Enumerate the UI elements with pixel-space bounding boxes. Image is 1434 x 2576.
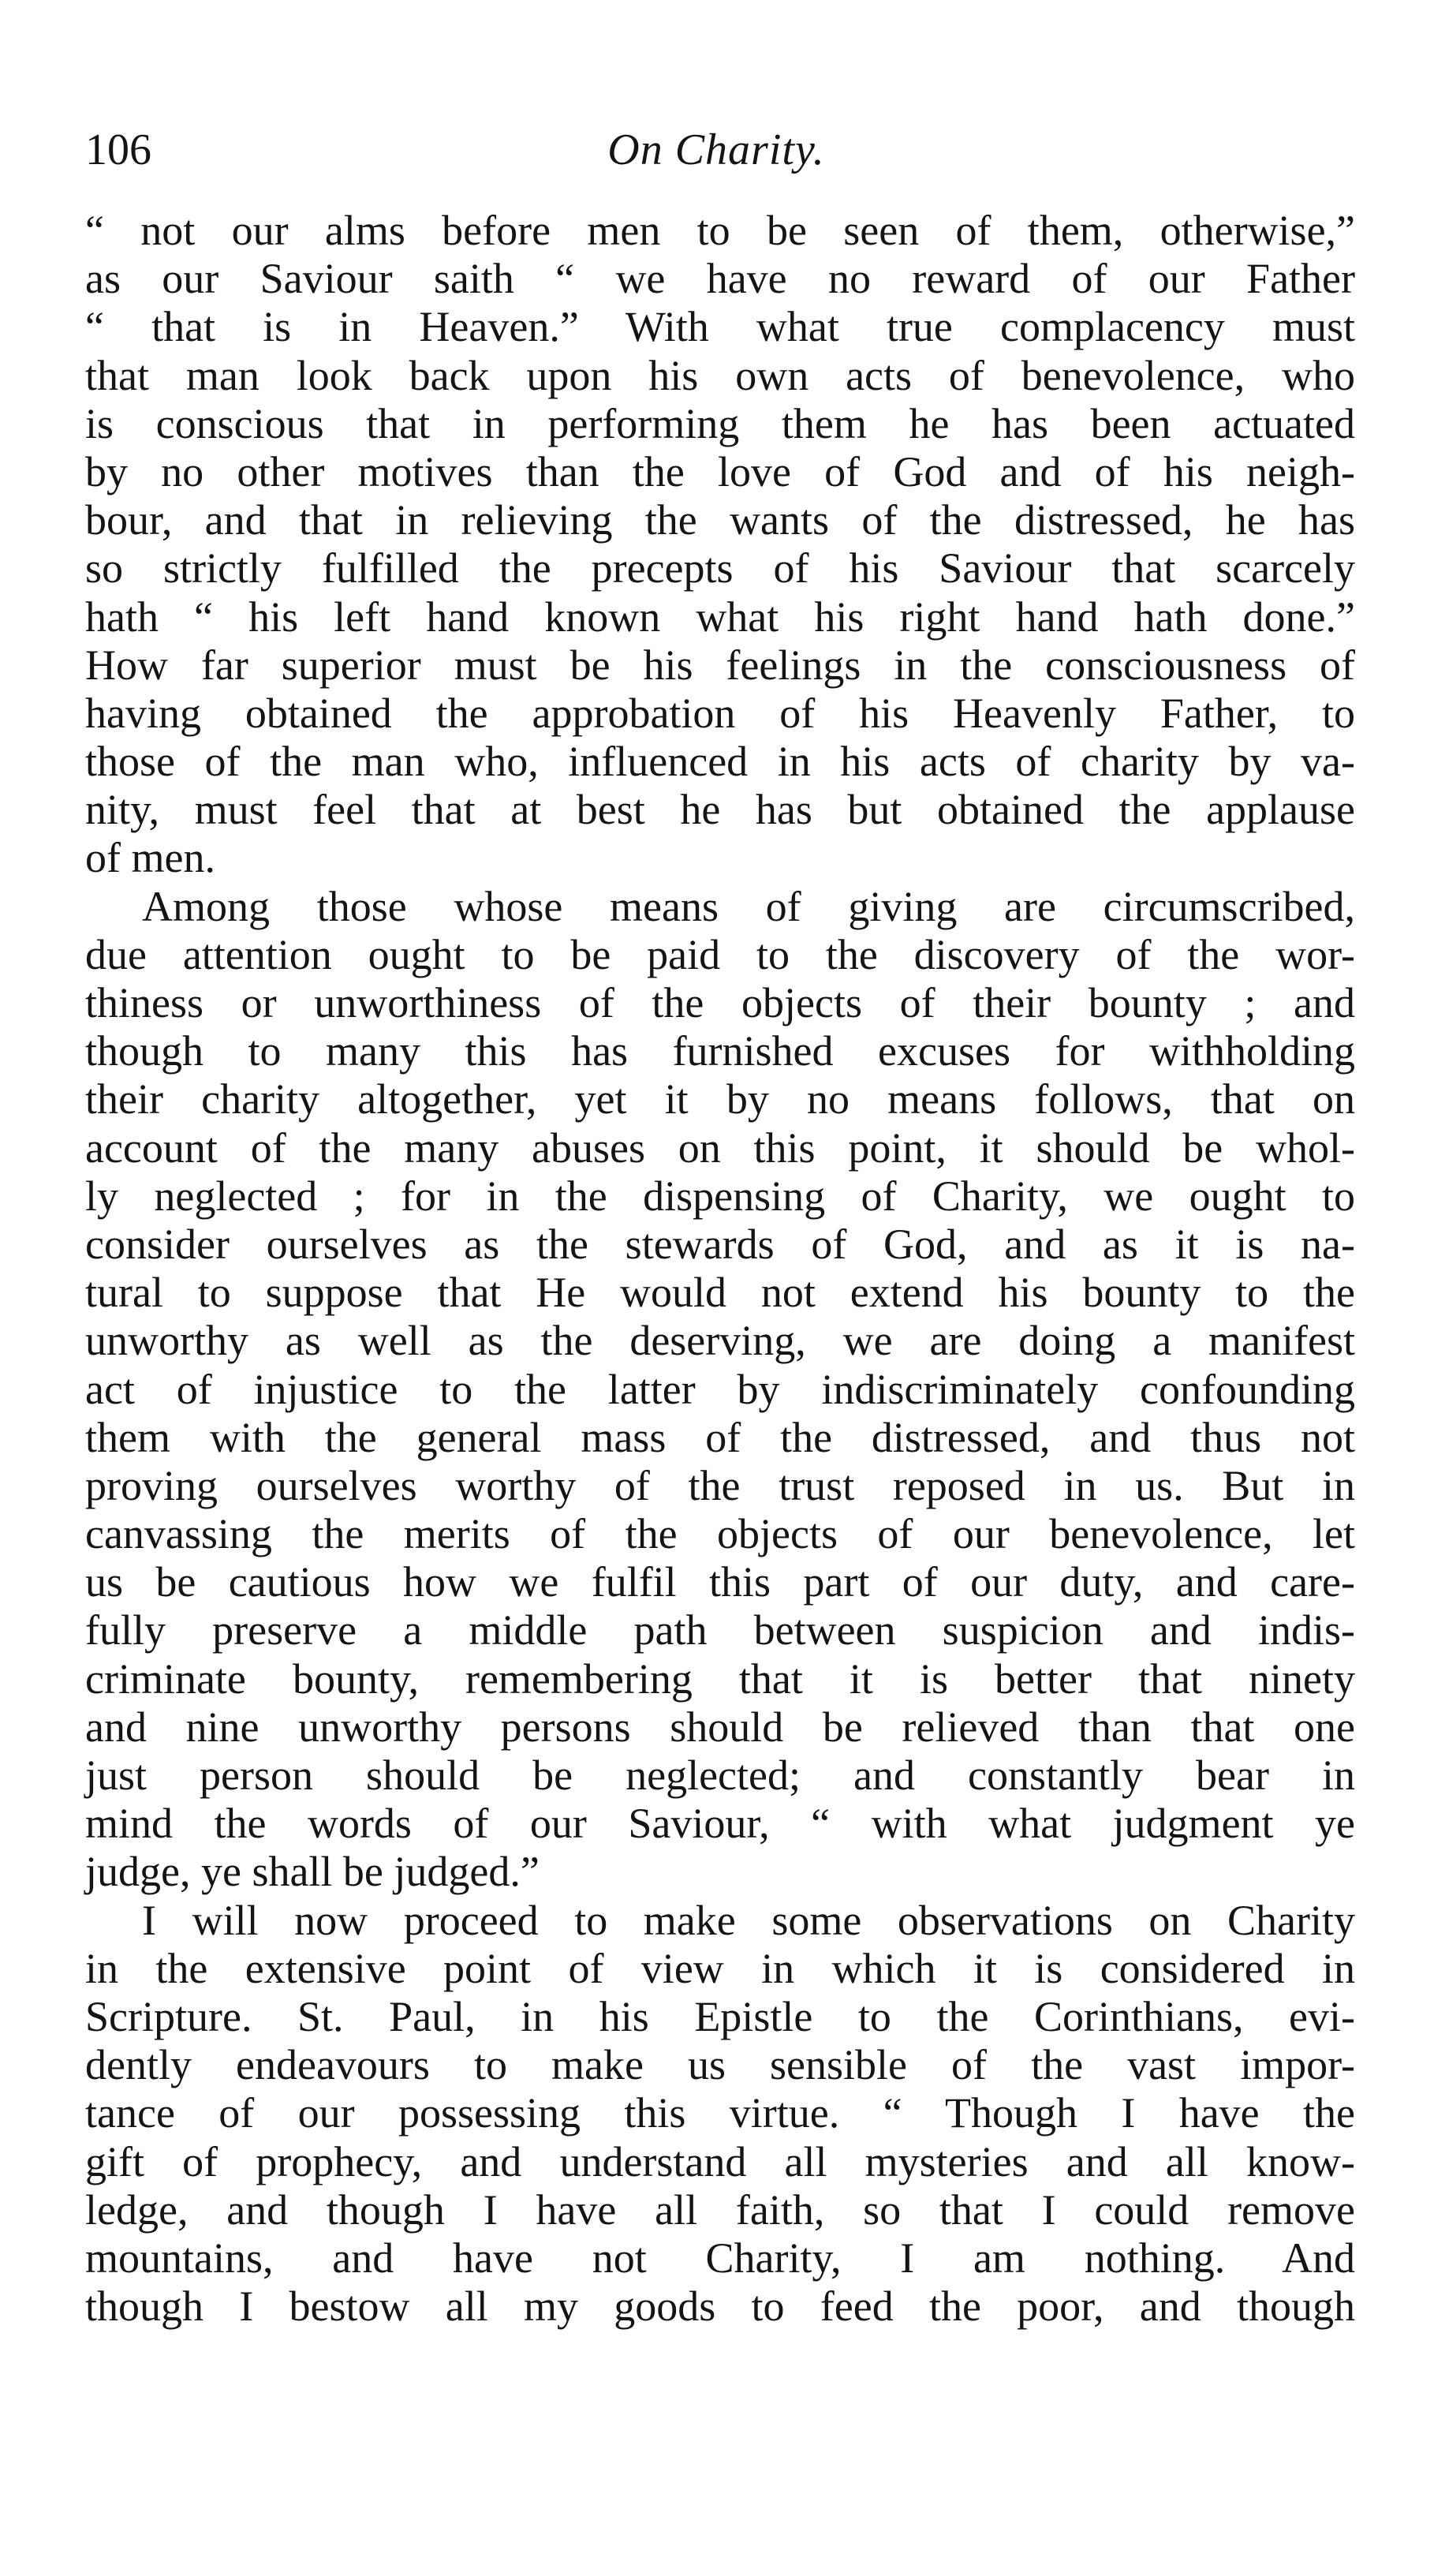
- text-line: ly neglected ; for in the dispensing of Charity, we ought to: [85, 1172, 1355, 1220]
- text-line: I will now proceed to make some observations on Charity: [142, 1896, 1355, 1944]
- text-line: is conscious that in performing them he has been actuated: [85, 399, 1355, 447]
- text-line: though I bestow all my goods to feed the poor, and though: [85, 2283, 1355, 2331]
- text-line: tance of our possessing this virtue. “ Though I have the: [85, 2089, 1355, 2137]
- text-line: and nine unworthy persons should be relieved than that one: [85, 1703, 1355, 1751]
- text-line: dently endeavours to make us sensible of the vast impor-: [85, 2041, 1355, 2089]
- text-line: ledge, and though I have all faith, so that I could remove: [85, 2185, 1355, 2234]
- text-line: so strictly fulfilled the precepts of his Saviour that scarcely: [85, 544, 1355, 593]
- text-line: them with the general mass of the distressed, and thus not: [85, 1413, 1355, 1461]
- text-line: due attention ought to be paid to the discovery of the wor-: [85, 930, 1355, 978]
- text-line: Scripture. St. Paul, in his Epistle to the Corinthians, evi-: [85, 1992, 1355, 2040]
- text-line: mountains, and have not Charity, I am nothing. And: [85, 2234, 1355, 2282]
- text-line: criminate bounty, remembering that it is better that ninety: [85, 1654, 1355, 1703]
- text-line: hath “ his left hand known what his right hand hath done.”: [85, 593, 1355, 641]
- text-line: those of the man who, influenced in his acts of charity by va-: [85, 738, 1355, 786]
- text-line: fully preserve a middle path between suspicion and indis-: [85, 1606, 1355, 1654]
- text-line: act of injustice to the latter by indiscriminately confounding: [85, 1365, 1355, 1413]
- text-line: of men.: [85, 834, 215, 882]
- text-line: their charity altogether, yet it by no means follows, that on: [85, 1075, 1355, 1123]
- text-line: tural to suppose that He would not extend his bounty to the: [85, 1269, 1355, 1317]
- text-line: gift of prophecy, and understand all mysteries and all know-: [85, 2137, 1355, 2185]
- text-line: by no other motives than the love of God and of his neigh-: [85, 447, 1355, 495]
- page-number: 106: [85, 125, 151, 174]
- text-line: as our Saviour saith “ we have no reward of our Father: [85, 255, 1355, 303]
- text-line: How far superior must be his feelings in the consciousness of: [85, 641, 1355, 689]
- text-line: though to many this has furnished excuses for withholding: [85, 1027, 1355, 1075]
- text-line: having obtained the approbation of his Heavenly Father, to: [85, 689, 1355, 737]
- text-line: canvassing the merits of the objects of our benevolence, let: [85, 1510, 1355, 1558]
- text-line: proving ourselves worthy of the trust reposed in us. But in: [85, 1461, 1355, 1509]
- text-line: nity, must feel that at best he has but obtained the applause: [85, 786, 1355, 834]
- text-line: “ that is in Heaven.” With what true complacency must: [85, 303, 1355, 351]
- page-header: [85, 118, 1347, 189]
- text-line: account of the many abuses on this point, it should be whol-: [85, 1123, 1355, 1172]
- text-line: mind the words of our Saviour, “ with what judgment ye: [85, 1800, 1355, 1848]
- body-text: [85, 207, 1355, 2331]
- text-line: in the extensive point of view in which it is considered in: [85, 1944, 1355, 1992]
- text-line: bour, and that in relieving the wants of the distressed, he has: [85, 496, 1355, 544]
- text-line: “ not our alms before men to be seen of them, otherwise,”: [85, 207, 1355, 254]
- text-line: Among those whose means of giving are circumscribed,: [142, 882, 1355, 930]
- text-line: thiness or unworthiness of the objects of their bounty ; and: [85, 979, 1355, 1026]
- text-line: consider ourselves as the stewards of God, and as it is na-: [85, 1220, 1355, 1268]
- text-line: us be cautious how we fulfil this part of our duty, and care-: [85, 1558, 1355, 1606]
- running-title: On Charity.: [607, 125, 825, 174]
- text-line: just person should be neglected; and constantly bear in: [85, 1752, 1355, 1799]
- text-line: that man look back upon his own acts of benevolence, who: [85, 351, 1355, 399]
- text-line: unworthy as well as the deserving, we are doing a manifest: [85, 1317, 1355, 1365]
- text-line: judge, ye shall be judged.”: [85, 1848, 540, 1896]
